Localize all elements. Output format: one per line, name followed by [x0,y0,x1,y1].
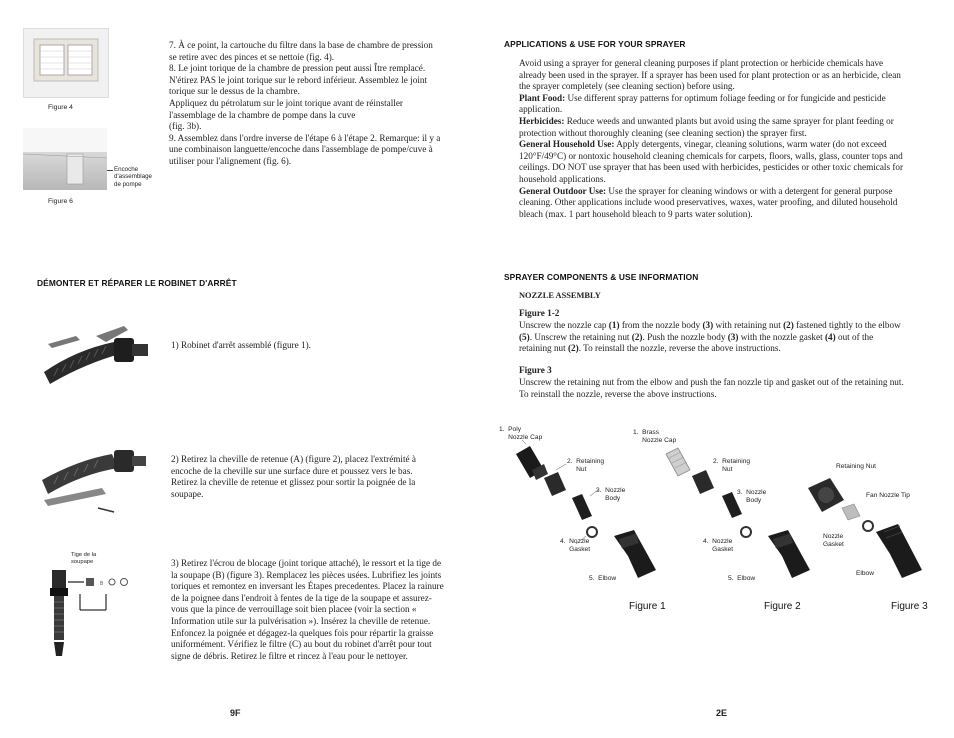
d2-cap-label: 1. Brass Nozzle Cap [633,429,677,444]
t-o: out of the retaining nut [519,331,874,354]
svg-text:B: B [100,581,104,587]
pump-notch-image [23,128,107,190]
step-8-ref: (fig. 3b). [169,121,202,132]
diagram-2-parts [650,440,820,590]
shutoff-valve-assembled-image [36,322,156,388]
encoche-caption: Encoche d'assemblage de pompe [114,166,152,188]
outdoor-paragraph [519,186,907,221]
t-e: with retaining nut [713,320,784,330]
page-number-right: 2E [716,708,728,718]
figure-3-text: Unscrew the retaining nut from the elbow and push the fan nozzle tip and gasket out of the retaining nut. To reinstall the nozzle, reverse the above instructions. [519,377,904,399]
t-a: Unscrew the nozzle cap [519,320,609,330]
figure-4-caption: Figure 4 [48,104,73,111]
filter-cartridge-image [24,29,108,97]
d1-nut-label: 2. Retaining Nut [567,458,605,473]
herbicides-text: Reduce weeds and unwanted plants but avoid using the same sprayer for plant feeding or protection without thoroughly cleaning (see cleaning section) the sprayer first. [519,115,894,138]
brass-nozzle-cap [666,448,690,476]
elbow [876,524,922,578]
t-p: (2) [568,343,579,354]
d2-elbow-label: 5. Elbow [728,575,756,582]
nozzle-gasket [587,527,597,537]
step-2: 2) Retirez la cheville de retenue (A) (figure 2), placez l'extrémité à encoche de la cheville sur une surface dure et poussez vers le bas. Retirez la cheville de retenue et glissez pour sortir la poignée de la soupape. [171,454,416,499]
diagram-1-parts [496,440,671,590]
household-paragraph [519,139,907,185]
figure-1-2-text [519,320,905,355]
t-q: . To reinstall the nozzle, reverse the above instructions. [578,343,781,354]
household-label: General Household Use: [519,139,615,150]
steps-7-9 [169,40,441,168]
figure-6-caption: Figure 6 [48,198,73,205]
d1-elbow-label: 5. Elbow [589,575,617,582]
t-b: (1) [608,320,620,330]
d3-nut-label: Retaining Nut [836,463,876,470]
retaining-nut [808,478,844,512]
diagram-3-parts [800,470,930,610]
step-1: 1) Robinet d'arrêt assemblé (figure 1). [171,340,311,350]
t-c: from the nozzle body [619,320,703,330]
d1-gasket-label: 4. Nozzle Gasket [560,538,591,553]
outdoor-text: Use the sprayer for cleaning windows or with a detergent for general purpose cleaning. Other applications include wood preservatives, waxes, water proofing, and diluted household bleach (max. 1 part household bleach to 9 parts water solution). [519,185,898,219]
step-9: 9. Assemblez dans l'ordre inverse de l'étape 6 à l'étape 2. Remarque: il y a une combinaison languette/encoche dans l'assemblage de pompe/cuve à utiliser pour l'alignement (fig. 6). [169,132,441,166]
t-l: (3) [727,331,739,342]
applications-heading: APPLICATIONS & USE FOR YOUR SPRAYER [504,39,686,49]
d2-body-label: 3. Nozzle Body [737,489,767,504]
t-j: (2) [631,331,643,342]
figure-3-heading: Figure 3 [519,365,552,375]
plant-food-paragraph [519,93,907,116]
t-n: (4) [824,331,836,342]
d3-elbow-label: Elbow [856,570,874,577]
step-7: 7. À ce point, la cartouche du filtre dans la base de chambre de pression se retire avec des pinces et se nettoie (fig. 4). [169,40,433,62]
t-d: (3) [702,320,714,330]
t-g: fastened tightly to the elbow [793,320,901,330]
figure-6-photo [23,128,107,190]
household-text: Apply detergents, vinegar, cleaning solutions, warm water (do not exceed 120°F/49°C) or nontoxic household cleaning chemicals for carpets, floors, walls, glass, counter tops and ceilings. DO NOT use sprayer that has been used with herbicides, pesticides or other toxic chemicals for household applications. [519,139,904,184]
t-m: with the nozzle gasket [738,331,825,342]
plant-food-text: Use different spray patterns for optimum foliage feeding or for fungicide and pesticide application. [519,92,886,115]
figure-4-photo [23,28,109,98]
figure-1-label: Figure 1 [629,601,666,612]
d2-nut-label: 2. Retaining Nut [713,458,751,473]
t-i: . Unscrew the retaining nut [529,331,632,342]
valve-parts-exploded-image [44,566,154,664]
herbicides-paragraph [519,116,907,139]
step-8-note: Appliquez du pétrolatum sur le joint torique avant de réinstaller l'assemblage de la chambre de pompe dans la cuve [169,97,403,120]
nozzle-body [722,492,742,518]
t-k: . Push the nozzle body [642,331,728,342]
figure-2-label: Figure 2 [764,601,801,612]
fan-nozzle-tip [842,504,860,520]
step-8: 8. Le joint torique de la chambre de pression peut aussi Ître remplacé. N'étirez PAS le joint torique sur le rebord inférieur. Assemblez le joint torique sur le dessus de la chambre. [169,63,427,97]
poly-nozzle-cap [516,446,548,480]
herbicides-label: Herbicides: [519,115,565,126]
t-h: (5) [519,331,530,342]
page-number-left: 9F [230,708,241,718]
section-heading-robinet: DÉMONTER ET RÉPARER LE ROBINET D'ARRÊT [37,278,237,288]
components-heading: SPRAYER COMPONENTS & USE INFORMATION [504,272,699,282]
applications-intro: Avoid using a sprayer for general cleaning purposes if plant protection or herbicide chemicals have already been used in the sprayer. If a sprayer has been used for plant protection or as an herbicide, clean the sprayer completely (see cleaning section) before using. [519,58,901,92]
d2-gasket-label: 4. Nozzle Gasket [703,538,734,553]
retaining-nut [544,472,566,496]
figure-3-label: Figure 3 [891,601,928,612]
retaining-nut [692,470,714,494]
nozzle-gasket [863,521,873,531]
tige-label: Tige de la soupape [71,552,97,565]
nozzle-assembly-heading: NOZZLE ASSEMBLY [519,291,601,300]
shutoff-valve-pin-image [28,440,156,518]
d3-gasket-label: Nozzle Gasket [823,533,844,548]
encoche-pointer [107,170,113,171]
plant-food-label: Plant Food: [519,92,566,103]
outdoor-label: General Outdoor Use: [519,185,607,196]
d1-cap-label: 1. Poly Nozzle Cap [499,426,543,441]
figure-1-2-heading: Figure 1-2 [519,308,560,318]
d3-tip-label: Fan Nozzle Tip [866,492,910,499]
nozzle-body [572,494,592,520]
nozzle-gasket [741,527,751,537]
step-3: 3) Retirez l'écrou de blocage (joint torique attaché), le ressort et la tige de la soupape (B) (figure 3). Remplacez les pièces usées. Lubrifiez les joints toriques et remontez en inversant les Étapes precedentes. Placez la rainure de la poignee dans l'endroit à fentes de la tige de la soupape et assurez-vous que la pince de verrouillage soit bien placee (voir la section « Information utile sur la pulvérisation »). Insérez la cheville de retenue. Enfoncez la poignée et dégagez-la quelques fois pour répartir la graisse uniformément. Vérifiez le filtre (C) au bout du robinet d'arrêt pour tout signe de débris. Retirez le filtre et rincez à l'eau pour le nettoyer. [171,558,444,661]
t-f: (2) [783,320,794,330]
d1-body-label: 3. Nozzle Body [596,487,626,502]
applications-body [519,58,907,220]
